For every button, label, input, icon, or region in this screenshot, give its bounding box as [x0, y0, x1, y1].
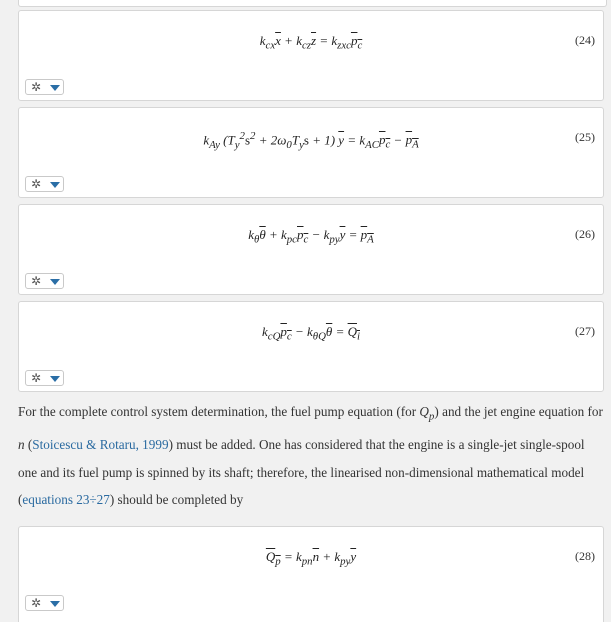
- paragraph-text: ) and the jet engine equation for: [434, 404, 603, 419]
- equation-28-number: (28): [575, 549, 595, 563]
- equation-options-menu[interactable]: [25, 176, 64, 192]
- equation-27-formula: $k_{cQ}p_c - k_{\theta Q}\overline{\theta} = Q_i$: [262, 324, 360, 343]
- paragraph-text: ) should be completed by: [109, 492, 244, 508]
- equation-24-number: (24): [575, 33, 595, 47]
- equation-27-number: (27): [575, 324, 595, 338]
- caret-down-icon: [50, 85, 60, 91]
- paragraph-text: For the complete control system determination, the fuel pump equation (for: [18, 404, 420, 419]
- equation-box-26: [18, 204, 604, 295]
- caret-down-icon: [50, 182, 60, 188]
- equation-26-formula: $k_\theta\overline{\theta} + k_{pc}p_c - k_{py}\overline{y} = p_A$: [248, 227, 374, 246]
- paragraph-text: ) must be added. One has considered that the engine is a single-jet single-spool one and its fuel pump is spinned by its shaft; therefore, the linearised non-dimensional mathematical model (: [18, 437, 585, 508]
- equation-28-formula: $Q_p = k_{pn}\overline{n} + k_{py}\overline{y}$: [265, 549, 357, 568]
- equation-options-menu[interactable]: [25, 595, 64, 611]
- equation-options-menu[interactable]: [25, 79, 64, 95]
- equation-25-number: (25): [575, 130, 595, 144]
- previous-equation-box-edge: [18, 0, 607, 7]
- equation-options-menu[interactable]: [25, 370, 64, 386]
- equation-options-menu[interactable]: [25, 273, 64, 289]
- gear-icon: ✲: [31, 596, 42, 610]
- body-paragraph: For the complete control system determination, the fuel pump equation (for $Q_p$) and the jet engine equation for n (Stoicescu & Rotaru, 1999) must be added. One has considered that the engine is a single-jet single-spool one and its fuel pump is spinned by its shaft; therefore, the linearised non-dimensional mathematical model (equations 23÷27) should be completed by: [18, 404, 603, 508]
- equation-26-number: (26): [575, 227, 595, 241]
- caret-down-icon: [50, 376, 60, 382]
- gear-icon: ✲: [31, 274, 42, 288]
- equation-box-24: [18, 10, 604, 101]
- equation-24-formula: $k_{cx}\overline{x} + k_{cz}\overline{z} = k_{zxc}p_c$: [259, 33, 363, 52]
- caret-down-icon: [50, 601, 60, 607]
- caret-down-icon: [50, 279, 60, 285]
- gear-icon: ✲: [31, 371, 42, 385]
- paragraph-text: (: [24, 437, 33, 453]
- equation-box-25: [18, 107, 604, 198]
- equation-box-28: [18, 526, 604, 622]
- equations-link[interactable]: equations 23÷27: [22, 492, 110, 508]
- gear-icon: ✲: [31, 80, 42, 94]
- citation-link[interactable]: Stoicescu & Rotaru, 1999: [32, 437, 169, 453]
- equation-box-27: [18, 301, 604, 392]
- gear-icon: ✲: [31, 177, 42, 191]
- equation-25-formula: $k_{Ay}$ $(T_y^2s^2 + 2\omega_0T_ys + 1) \overline{y} = k_{AC}p_c - p_A$: [203, 130, 419, 151]
